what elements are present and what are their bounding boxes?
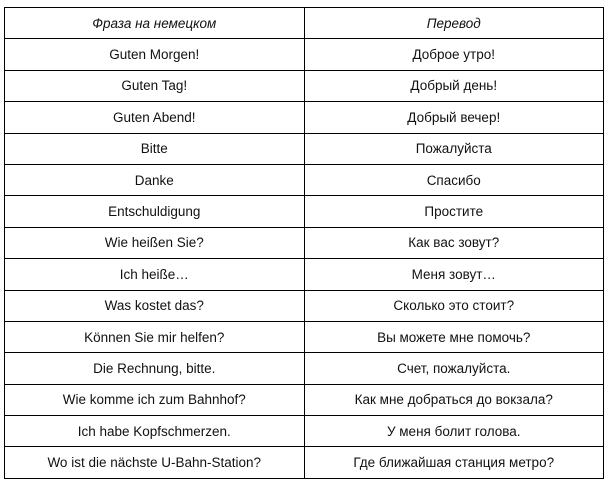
german-phrase: Guten Morgen! (5, 39, 305, 70)
german-phrase: Danke (5, 164, 305, 195)
russian-translation: Спасибо (304, 164, 604, 195)
german-phrase: Guten Abend! (5, 102, 305, 133)
table-row (5, 164, 604, 195)
russian-translation: Как вас зовут? (304, 227, 604, 258)
german-phrase: Können Sie mir helfen? (5, 321, 305, 352)
russian-translation: Добрый день! (304, 70, 604, 101)
table-row (5, 290, 604, 321)
russian-translation: Сколько это стоит? (304, 290, 604, 321)
german-phrase: Wie heißen Sie? (5, 227, 305, 258)
russian-translation: Счет, пожалуйста. (304, 353, 604, 384)
german-phrase: Wie komme ich zum Bahnhof? (5, 384, 305, 415)
table-row (5, 196, 604, 227)
table-row (5, 353, 604, 384)
russian-translation: Меня зовут… (304, 259, 604, 290)
table-row (5, 133, 604, 164)
table-row (5, 102, 604, 133)
table-row (5, 416, 604, 447)
header-row (5, 8, 604, 39)
table-row (5, 384, 604, 415)
russian-translation: Доброе утро! (304, 39, 604, 70)
german-phrase: Entschuldigung (5, 196, 305, 227)
german-phrase: Ich habe Kopfschmerzen. (5, 416, 305, 447)
table-row (5, 321, 604, 352)
german-phrase: Bitte (5, 133, 305, 164)
table-row (5, 447, 604, 478)
table-row (5, 227, 604, 258)
german-phrase: Guten Tag! (5, 70, 305, 101)
russian-translation: У меня болит голова. (304, 416, 604, 447)
table-row (5, 259, 604, 290)
russian-translation: Простите (304, 196, 604, 227)
header-german: Фраза на немецком (5, 8, 305, 39)
phrase-table (4, 7, 604, 479)
russian-translation: Пожалуйста (304, 133, 604, 164)
table-row (5, 39, 604, 70)
header-translation: Перевод (304, 8, 604, 39)
russian-translation: Где ближайшая станция метро? (304, 447, 604, 478)
russian-translation: Вы можете мне помочь? (304, 321, 604, 352)
table-row (5, 70, 604, 101)
russian-translation: Добрый вечер! (304, 102, 604, 133)
german-phrase: Was kostet das? (5, 290, 305, 321)
german-phrase: Ich heiße… (5, 259, 305, 290)
german-phrase: Die Rechnung, bitte. (5, 353, 305, 384)
russian-translation: Как мне добраться до вокзала? (304, 384, 604, 415)
german-phrase: Wo ist die nächste U-Bahn-Station? (5, 447, 305, 478)
